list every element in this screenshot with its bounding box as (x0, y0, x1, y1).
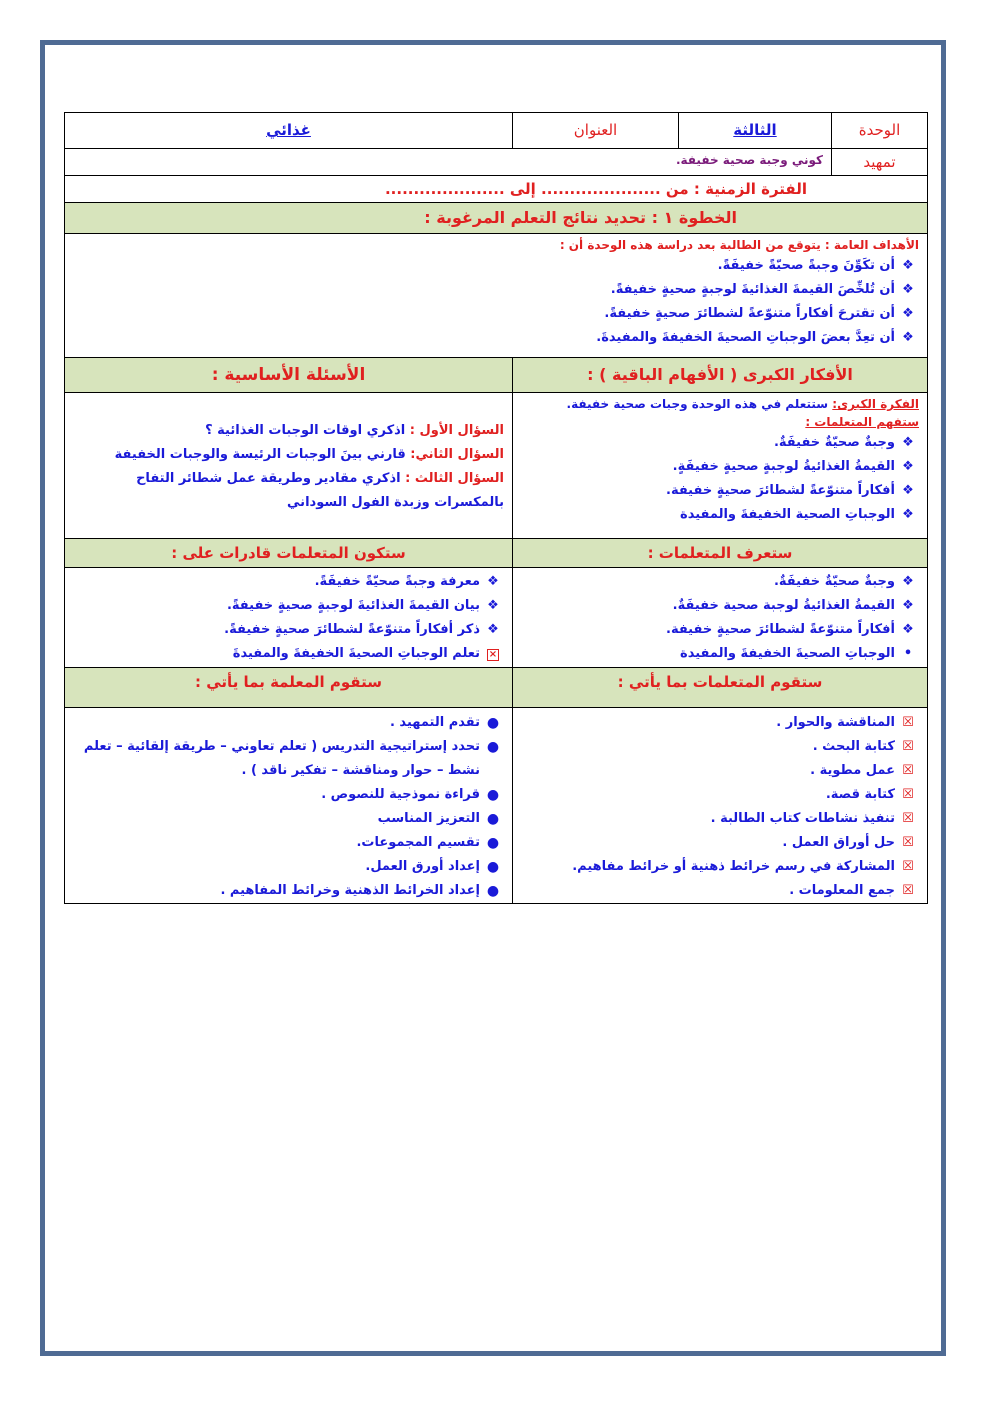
teacher-do-cell (65, 708, 513, 904)
four-diamond-icon: ❖ (902, 598, 914, 613)
four-diamond-icon: ❖ (902, 282, 914, 297)
list-item: ● قراءة نموذجية للنصوص . (73, 783, 504, 807)
unit-value: الثالثة (679, 113, 832, 149)
big-ideas-cell (513, 393, 928, 539)
list-item: × تعلم الوجباتِ الصحيةَ الخفيفةَ والمفيدةَ (73, 642, 504, 666)
list-item: ❖ أفكاراً متنوّعةً لشطائرَ صحيةٍ خفيفة. (521, 618, 919, 642)
list-item: ● تقدم التمهيد . (73, 711, 504, 735)
list-item: ☒ كتابة قصة. (521, 783, 919, 807)
list-item: ❖ وجبةٌ صحيّةٌ خفيفَةٌ. (521, 431, 919, 455)
students-do-list (521, 711, 919, 903)
big-idea-label: الفكرة الكبرى: (832, 397, 919, 411)
unit-label: الوحدة (832, 113, 928, 149)
understand-list (521, 431, 919, 527)
intro-label: تمهيد (832, 149, 928, 176)
list-item: ❖ القيمةُ الغذائيةُ لوجبة صحية خفيفَةٌ. (521, 594, 919, 618)
list-item: ❖ الوجباتِ الصحية الخفيفةَ والمفيدة (521, 503, 919, 527)
list-item: ● إعداد أورق العمل. (73, 855, 504, 879)
big-idea-text: ستتعلم في هذه الوحدة وجبات صحية خفيفة. (566, 397, 829, 411)
four-diamond-icon: ❖ (902, 258, 914, 273)
list-item: ❖ معرفة وجبةً صحيّةً خفيفَةً. (73, 570, 504, 594)
time-period: الفترة الزمنية : من ..................... إلى ..................... (65, 176, 928, 203)
list-item: ❖ أن تقترحَ أفكاراً متنوّعةً لشطائرَ صحيةٍ خفيفةً. (73, 302, 919, 326)
students-do-cell (513, 708, 928, 904)
question-3: السؤال الثالث : اذكري مقادير وطريقة عمل شطائر التفاح بالمكسرات وزبدة الفول السوداني (136, 471, 504, 510)
hand-check-icon: ☒ (902, 835, 914, 850)
bullet-dot-icon: • (903, 646, 913, 661)
will-do-heading: ستكون المتعلمات قادرات على : (65, 539, 513, 568)
essential-questions-cell (65, 393, 513, 539)
essential-questions-heading: الأسئلة الأساسية : (65, 358, 513, 393)
four-diamond-icon: ❖ (902, 574, 914, 589)
intro-value: كوني وجبة صحية خفيفة. (65, 149, 832, 176)
list-item: ● إعداد الخرائط الذهنية وخرائط المفاهيم . (73, 879, 504, 903)
list-item: ❖ بيان القيمةَ الغذائيةَ لوجبةٍ صحيةٍ خفيفةً. (73, 594, 504, 618)
lesson-plan-sheet (65, 112, 928, 904)
list-item: ● التعزيز المناسب (73, 807, 504, 831)
hand-check-icon: ☒ (902, 859, 914, 874)
objectives-cell (65, 234, 928, 358)
list-item: ❖ أن تُلخِّصَ القيمةَ الغذائيةَ لوجبةٍ صحيةٍ خفيفةً. (73, 278, 919, 302)
list-item: ☒ عمل مطوية . (521, 759, 919, 783)
lesson-plan-table (64, 112, 928, 904)
will-do-list (73, 570, 504, 666)
bullet-dot-icon: ● (486, 859, 500, 875)
four-diamond-icon: ❖ (487, 622, 499, 637)
list-item: ☒ كتابة البحث . (521, 735, 919, 759)
hand-check-icon: ☒ (902, 811, 914, 826)
four-diamond-icon: ❖ (902, 622, 914, 637)
hand-check-icon: ☒ (902, 739, 914, 754)
hand-check-icon: ☒ (902, 763, 914, 778)
understand-label: ستفهم المتعلمات : (805, 415, 919, 429)
list-item: ☒ المناقشة والحوار . (521, 711, 919, 735)
will-know-list (521, 570, 919, 666)
bullet-dot-icon: ● (486, 715, 500, 731)
list-item: ☒ تنفيذ نشاطات كتاب الطالبة . (521, 807, 919, 831)
list-item: ☒ جمع المعلومات . (521, 879, 919, 903)
four-diamond-icon: ❖ (902, 306, 914, 321)
will-do-cell (65, 568, 513, 668)
list-item: ❖ أفكاراً متنوّعةً لشطائرَ صحيةٍ خفيفة. (521, 479, 919, 503)
bullet-dot-icon: ● (486, 739, 500, 755)
crossed-box-icon: × (488, 649, 498, 660)
title-value: غذائي (65, 113, 513, 149)
students-do-heading: ستقوم المتعلمات بما يأتي : (513, 668, 928, 708)
bullet-dot-icon: ● (486, 811, 500, 827)
bullet-dot-icon: ● (486, 835, 500, 851)
four-diamond-icon: ❖ (902, 483, 914, 498)
four-diamond-icon: ❖ (902, 330, 914, 345)
four-diamond-icon: ❖ (902, 435, 914, 450)
list-item: ❖ أن تكَوِّنَ وجبةً صحيّةً خفيفَةً. (73, 254, 919, 278)
list-item: ● تحدد إستراتيجية التدريس ( تعلم تعاوني – طريقة إلقائية – تعلم نشط – حوار ومناقشة – تفكير ناقد ) . (73, 735, 504, 783)
question-2: السؤال الثاني: قارني بينَ الوجبات الرئيسة والوجبات الخفيفة (114, 447, 504, 462)
list-item: • الوجباتِ الصحيةَ الخفيفةَ والمفيدة (521, 642, 919, 666)
step-1-heading: الخطوة ١ : تحديد نتائج التعلم المرغوبة : (65, 203, 928, 234)
big-ideas-heading: الأفكار الكبرى ( الأفهام الباقية ) : (513, 358, 928, 393)
will-know-heading: ستعرف المتعلمات : (513, 539, 928, 568)
four-diamond-icon: ❖ (487, 574, 499, 589)
teacher-do-heading: ستقوم المعلمة بما يأتي : (65, 668, 513, 708)
objectives-intro: الأهداف العامة : يتوقع من الطالبة بعد دراسة هذه الوحدة أن : (559, 238, 919, 252)
will-know-cell (513, 568, 928, 668)
list-item: ❖ ذكر أفكاراً متنوّعةً لشطائرَ صحيةٍ خفيفةً. (73, 618, 504, 642)
list-item: ❖ وجبةٌ صحيّةٌ خفيفَةٌ. (521, 570, 919, 594)
teacher-do-list (73, 711, 504, 903)
list-item: ● تقسيم المجموعات. (73, 831, 504, 855)
hand-check-icon: ☒ (902, 787, 914, 802)
list-item: ❖ القيمةُ الغذائيةُ لوجبةٍ صحيةٍ خفيفَةٍ. (521, 455, 919, 479)
four-diamond-icon: ❖ (487, 598, 499, 613)
bullet-dot-icon: ● (486, 787, 500, 803)
hand-check-icon: ☒ (902, 883, 914, 898)
list-item: ☒ حل أوراق العمل . (521, 831, 919, 855)
title-label: العنوان (513, 113, 679, 149)
list-item: ☒ المشاركة في رسم خرائط ذهنية أو خرائط مفاهيم. (521, 855, 919, 879)
list-item: ❖ أن تعِدَّ بعضَ الوجباتِ الصحيةَ الخفيفةَ والمفيدةَ. (73, 326, 919, 350)
objectives-list (73, 254, 919, 350)
bullet-dot-icon: ● (486, 883, 500, 899)
hand-check-icon: ☒ (902, 715, 914, 730)
question-1: السؤال الأول : اذكري اوقات الوجبات الغذائية ؟ (205, 423, 504, 438)
four-diamond-icon: ❖ (902, 459, 914, 474)
four-diamond-icon: ❖ (902, 507, 914, 522)
